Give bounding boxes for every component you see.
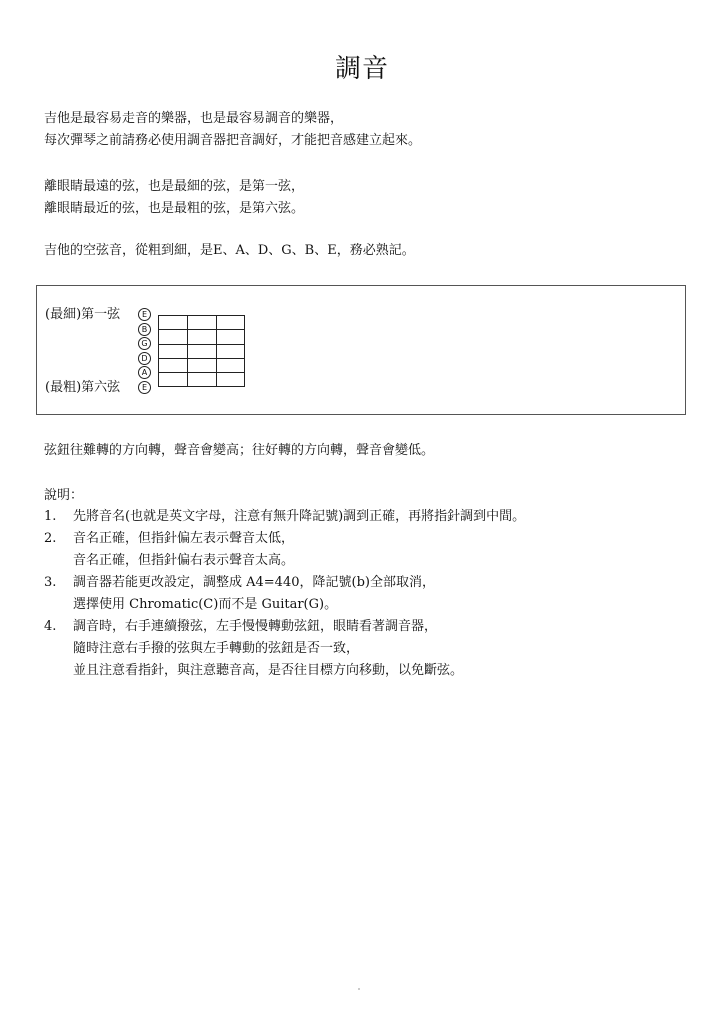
fret-grid: [158, 315, 245, 387]
open-strings-line: 吉他的空弦音，從粗到細，是E、A、D、G、B、E，務必熟記。: [44, 243, 415, 258]
string-line: [158, 329, 245, 330]
note-4-line-3: 並且注意看指針，與注意聽音高，是否往目標方向移動，以免斷弦。: [73, 663, 464, 678]
strings-desc-line-1: 離眼睛最遠的弦，也是最細的弦，是第一弦，: [44, 179, 305, 194]
strings-desc-line-2: 離眼睛最近的弦，也是最粗的弦，是第六弦。: [44, 201, 305, 216]
note-1-line-1: 先將音名(也就是英文字母，注意有無升降記號)調到正確，再將指針調到中間。: [73, 509, 526, 524]
string-line: [158, 358, 245, 359]
string-note-3: G: [138, 337, 151, 350]
note-3-line-1: 調音器若能更改設定，調整成 A4=440，降記號(b)全部取消，: [73, 575, 435, 590]
string-line: [158, 386, 245, 387]
page-footer-mark: [358, 988, 360, 990]
string-note-1: E: [138, 308, 151, 321]
note-4-line-1: 調音時，右手連續撥弦，左手慢慢轉動弦鈕，眼睛看著調音器，: [73, 619, 438, 634]
string-note-6: E: [138, 381, 151, 394]
first-string-label: (最細)第一弦: [45, 307, 121, 322]
string-note-4: D: [138, 352, 151, 365]
note-number-2: 2.: [44, 531, 57, 546]
knob-direction-line: 弦鈕往難轉的方向轉，聲音會變高；往好轉的方向轉，聲音會變低。: [44, 443, 435, 458]
string-line: [158, 315, 245, 316]
string-note-5: A: [138, 366, 151, 379]
note-number-4: 4.: [44, 619, 57, 634]
note-4-line-2: 隨時注意右手撥的弦與左手轉動的弦鈕是否一致，: [73, 641, 360, 656]
string-line: [158, 372, 245, 373]
page-title: 調音: [334, 54, 389, 84]
fret-line: [216, 315, 217, 387]
note-2-line-2: 音名正確，但指針偏右表示聲音太高。: [73, 553, 295, 568]
sixth-string-label: (最粗)第六弦: [45, 380, 121, 395]
note-number-1: 1.: [44, 509, 57, 524]
intro-line-1: 吉他是最容易走音的樂器，也是最容易調音的樂器，: [44, 111, 344, 126]
string-line: [158, 344, 245, 345]
fret-line: [158, 315, 159, 387]
fret-line: [244, 315, 245, 387]
string-note-2: B: [138, 323, 151, 336]
intro-line-2: 每次彈琴之前請務必使用調音器把音調好，才能把音感建立起來。: [44, 133, 422, 148]
notes-heading: 說明：: [44, 488, 84, 503]
note-number-3: 3.: [44, 575, 57, 590]
note-3-line-2: 選擇使用 Chromatic(C)而不是 Guitar(G)。: [73, 597, 338, 612]
note-2-line-1: 音名正確，但指針偏左表示聲音太低，: [73, 531, 295, 546]
fretboard-diagram: [36, 285, 686, 415]
fret-line: [187, 315, 188, 387]
